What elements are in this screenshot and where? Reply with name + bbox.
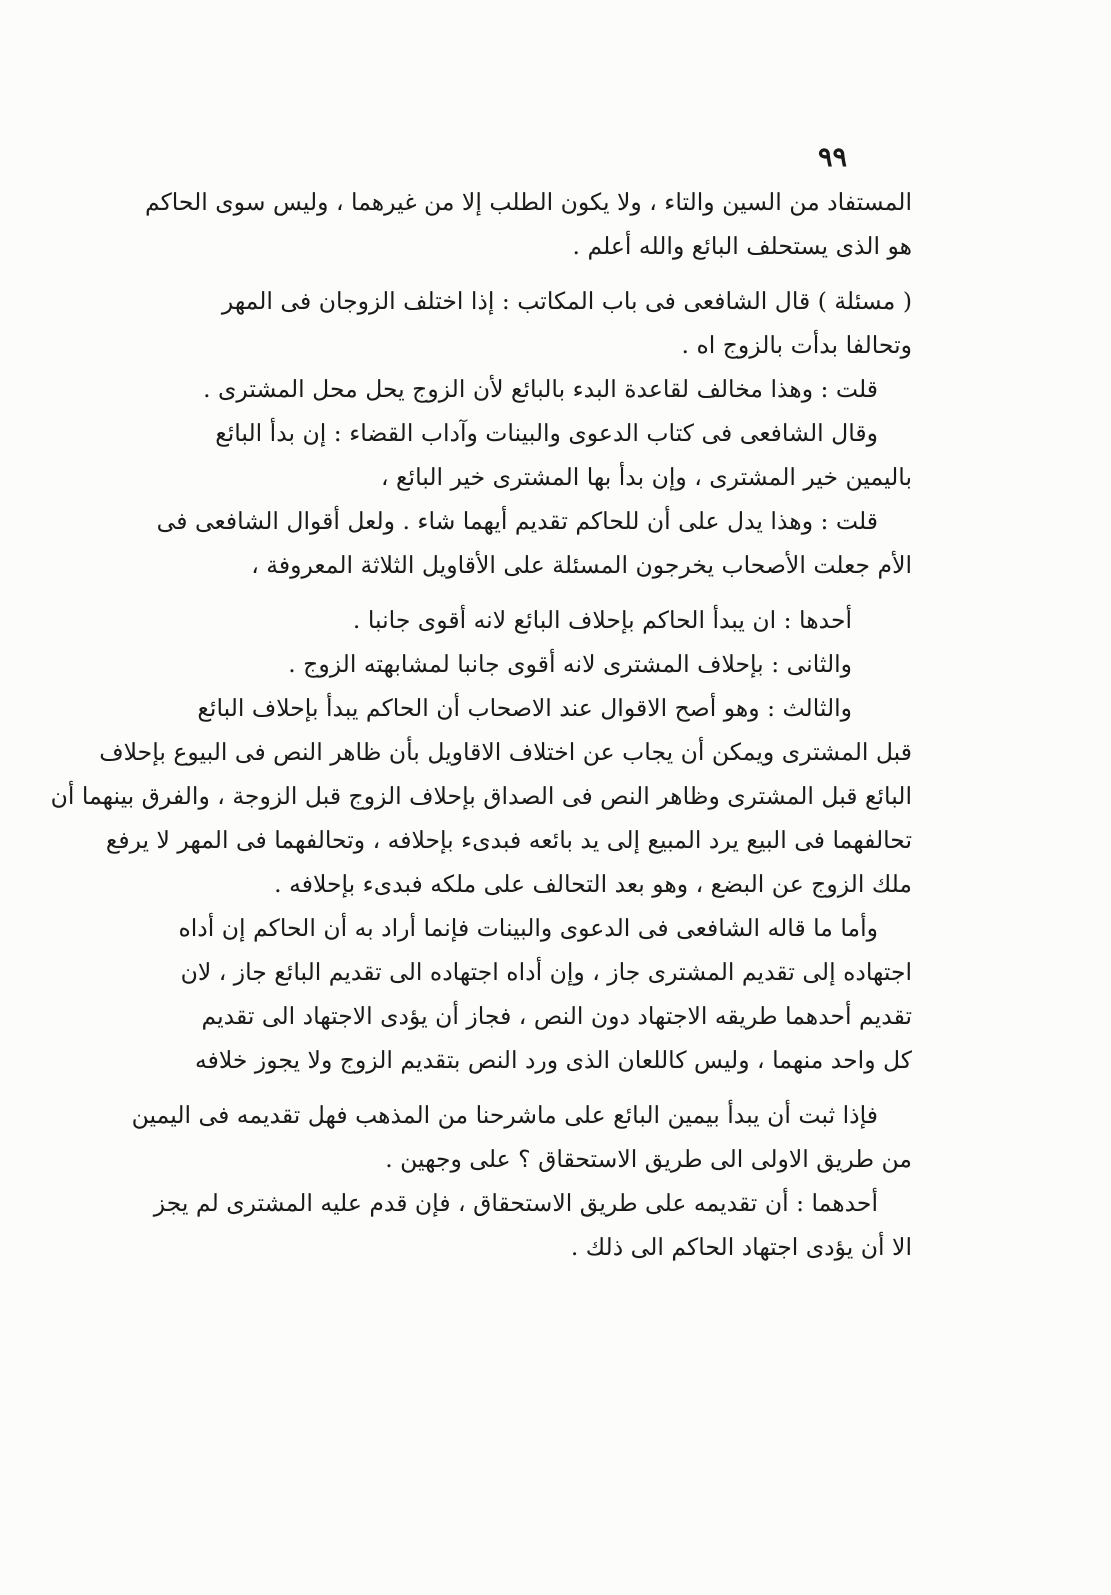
text-line: باليمين خير المشترى ، وإن بدأ بها المشترى خير البائع ،: [381, 463, 912, 491]
text-line: هو الذى يستحلف البائع والله أعلم .: [572, 232, 912, 260]
page-body: [50, 180, 912, 1269]
page-number: ٩٩: [818, 142, 848, 173]
text-line: الأم جعلت الأصحاب يخرجون المسئلة على الأقاويل الثلاثة المعروفة ،: [251, 551, 912, 579]
text-line: والثانى : بإحلاف المشترى لانه أقوى جانبا لمشابهته الزوج .: [288, 650, 852, 678]
text-line: وتحالفا بدأت بالزوج اه .: [681, 331, 912, 359]
text-line: وقال الشافعى فى كتاب الدعوى والبينات وآداب القضاء : إن بدأ البائع: [215, 419, 878, 447]
text-line: البائع قبل المشترى وظاهر النص فى الصداق بإحلاف الزوج قبل الزوجة ، والفرق بينهما أن: [50, 782, 912, 810]
text-line: تحالفهما فى البيع يرد المبيع إلى يد بائعه فبدىء بإحلافه ، وتحالفهما فى المهر لا يرفع: [105, 826, 912, 854]
text-line: الا أن يؤدى اجتهاد الحاكم الى ذلك .: [570, 1233, 912, 1261]
text-line: وأما ما قاله الشافعى فى الدعوى والبينات فإنما أراد به أن الحاكم إن أداه: [178, 914, 878, 942]
text-line: من طريق الاولى الى طريق الاستحقاق ؟ على وجهين .: [385, 1145, 912, 1173]
text-line: المستفاد من السين والتاء ، ولا يكون الطلب إلا من غيرهما ، وليس سوى الحاكم: [144, 188, 912, 216]
text-line: أحدهما : أن تقديمه على طريق الاستحقاق ، فإن قدم عليه المشترى لم يجز: [153, 1189, 878, 1217]
text-line: ( مسئلة ) قال الشافعى فى باب المكاتب : إذا اختلف الزوجان فى المهر: [221, 287, 912, 315]
text-line: تقديم أحدهما طريقه الاجتهاد دون النص ، فجاز أن يؤدى الاجتهاد الى تقديم: [201, 1002, 912, 1030]
text-line: قبل المشترى ويمكن أن يجاب عن اختلاف الاقاويل بأن ظاهر النص فى البيوع بإحلاف: [99, 738, 912, 766]
text-line: ملك الزوج عن البضع ، وهو بعد التحالف على ملكه فبدىء بإحلافه .: [274, 870, 912, 898]
text-line: أحدها : ان يبدأ الحاكم بإحلاف البائع لانه أقوى جانبا .: [352, 606, 852, 634]
text-line: قلت : وهذا مخالف لقاعدة البدء بالبائع لأن الزوج يحل محل المشترى .: [203, 375, 878, 403]
text-line: كل واحد منهما ، وليس كاللعان الذى ورد النص بتقديم الزوج ولا يجوز خلافه: [195, 1046, 912, 1074]
text-line: والثالث : وهو أصح الاقوال عند الاصحاب أن الحاكم يبدأ بإحلاف البائع: [197, 694, 852, 722]
text-line: قلت : وهذا يدل على أن للحاكم تقديم أيهما شاء . ولعل أقوال الشافعى فى: [156, 507, 878, 535]
text-line: اجتهاده إلى تقديم المشترى جاز ، وإن أداه اجتهاده الى تقديم البائع جاز ، لان: [180, 958, 912, 986]
text-line: فإذا ثبت أن يبدأ بيمين البائع على ماشرحنا من المذهب فهل تقديمه فى اليمين: [131, 1101, 878, 1129]
